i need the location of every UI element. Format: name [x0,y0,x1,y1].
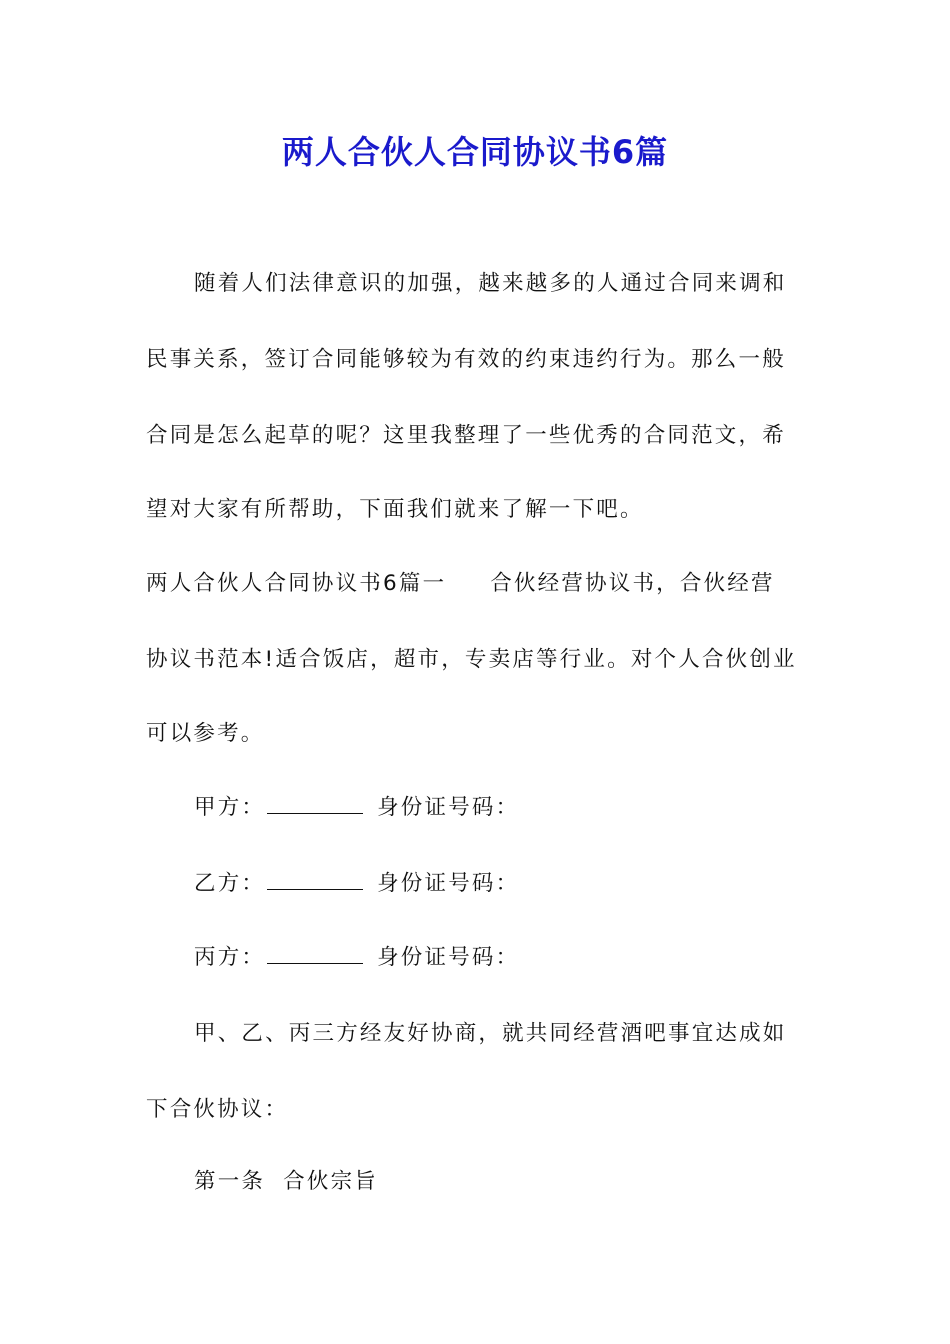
document-title: 两人合伙人合同协议书6篇 [281,133,669,171]
intro-line-3: 合同是怎么起草的呢？这里我整理了一些优秀的合同范文，希 [146,423,786,448]
agreement-line-2: 下合伙协议： [146,1097,289,1122]
section-heading: 两人合伙人合同协议书6篇一 [146,571,447,596]
party-b-label: 乙方： [194,871,266,896]
party-c-name-blank[interactable] [267,943,363,964]
party-c-label: 丙方： [194,945,266,970]
party-b-id-label: 身份证号码： [377,871,520,896]
article-1-heading: 第一条 合伙宗旨 [194,1169,378,1194]
section-heading-tail: 合伙经营协议书，合伙经营 [490,571,775,596]
section-heading-line [146,568,806,600]
section-line-1: 协议书范本!适合饭店，超市，专卖店等行业。对个人合伙创业 [146,647,797,672]
party-b-line [194,868,806,900]
intro-line-1: 随着人们法律意识的加强，越来越多的人通过合同来调和 [194,271,787,296]
party-b-name-blank[interactable] [267,869,363,890]
section-line-2: 可以参考。 [146,721,265,746]
party-c-id-label: 身份证号码： [377,945,520,970]
party-a-line [194,792,806,824]
party-a-id-label: 身份证号码： [377,795,520,820]
party-a-label: 甲方： [194,795,266,820]
party-a-name-blank[interactable] [267,793,363,814]
agreement-line-1: 甲、乙、丙三方经友好协商，就共同经营酒吧事宜达成如 [194,1021,787,1046]
party-c-line [194,942,806,974]
intro-line-2: 民事关系，签订合同能够较为有效的约束违约行为。那么一般 [146,347,786,372]
intro-line-4: 望对大家有所帮助，下面我们就来了解一下吧。 [146,497,644,522]
